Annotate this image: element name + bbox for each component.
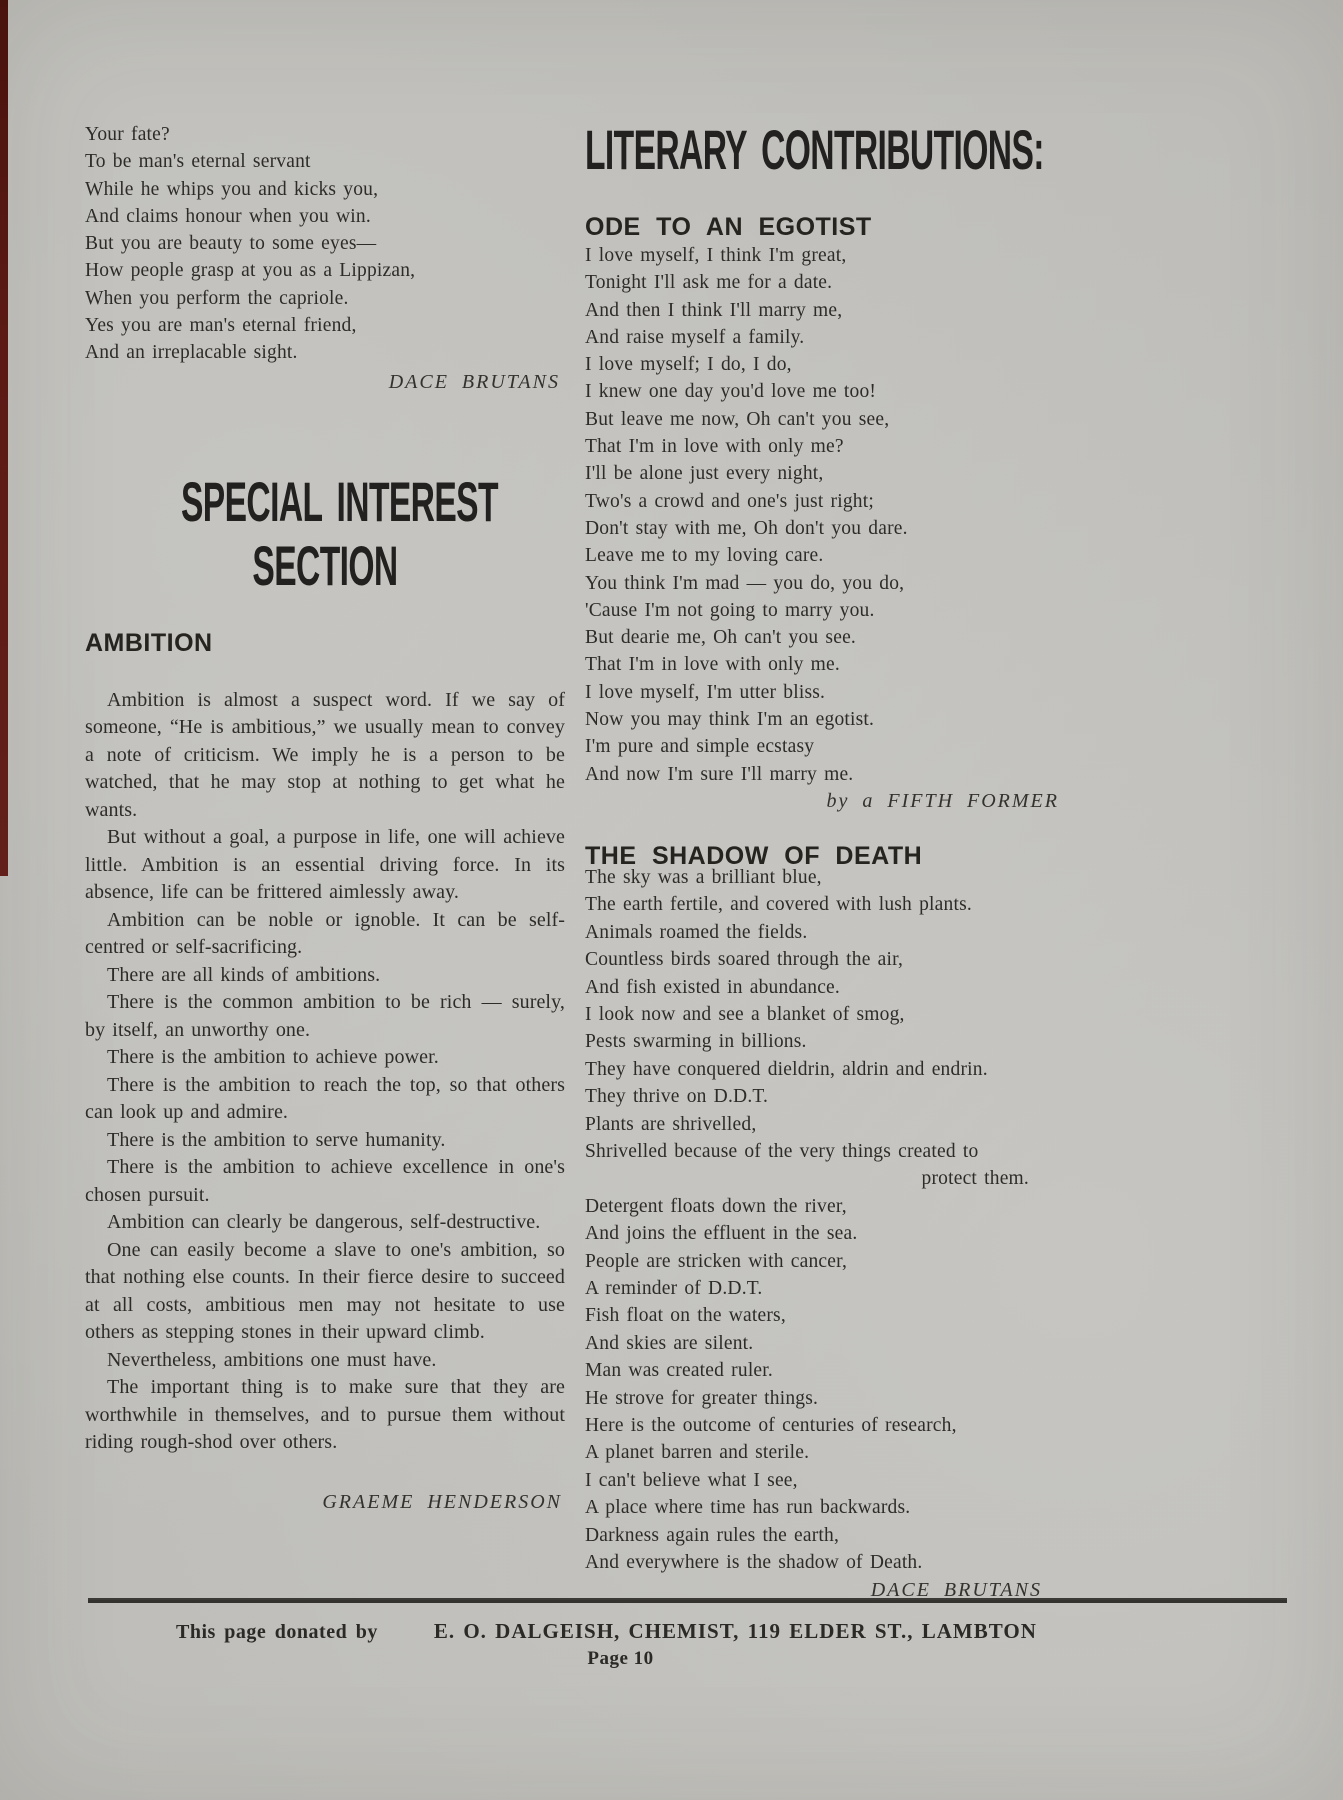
poem-line: Two's a crowd and one's just right; [585, 490, 874, 512]
binding-edge-strip [0, 0, 8, 876]
article-paragraph: Ambition is almost a suspect word. If we say of someone, “He is ambitious,” we usually mean to convey a note of criticism. We imply he is a person to be watched, that he may stop at nothing to get what he wants. [85, 688, 565, 821]
article-paragraph: There is the ambition to serve humanity. [107, 1128, 446, 1151]
poem-line: I can't believe what I see, [585, 1469, 798, 1491]
poem-line: I knew one day you'd love me too! [585, 381, 877, 403]
ode-byline: by a FIFTH FORMER [826, 789, 1059, 812]
ambition-article [85, 687, 565, 1457]
poem-line: Fish float on the waters, [585, 1305, 786, 1327]
poem-line: Tonight I'll ask me for a date. [585, 272, 833, 294]
literary-contributions-heading: LITERARY CONTRIBUTIONS: [585, 118, 1044, 181]
poem-line: But leave me now, Oh can't you see, [585, 408, 890, 430]
poem-line: A place where time has run backwards. [585, 1497, 911, 1519]
poem-line: Animals roamed the fields. [585, 921, 808, 943]
poem-line: Leave me to my loving care. [585, 545, 824, 567]
poem-line: How people grasp at you as a Lippizan, [85, 260, 416, 282]
opening-poem-byline: DACE BRUTANS [388, 370, 560, 393]
poem-line: And then I think I'll marry me, [585, 299, 843, 321]
ambition-heading: AMBITION [85, 628, 213, 657]
shadow-of-death-poem [585, 864, 1117, 1577]
poem-line: Countless birds soared through the air, [585, 949, 904, 971]
poem-line: Shrivelled because of the very things created to [585, 1141, 979, 1162]
poem-line: When you perform the capriole. [85, 287, 349, 309]
poem-line: Yes you are man's eternal friend, [85, 315, 357, 337]
poem-line: While he whips you and kicks you, [85, 178, 379, 200]
poem-line: I'll be alone just every night, [585, 463, 824, 485]
poem-line: And everywhere is the shadow of Death. [585, 1552, 923, 1574]
poem-line: Detergent floats down the river, [585, 1195, 847, 1217]
poem-line: That I'm in love with only me. [585, 654, 840, 676]
poem-line: But dearie me, Oh can't you see. [585, 627, 856, 649]
poem-line: The sky was a brilliant blue, [585, 866, 822, 888]
poem-line: And claims honour when you win. [85, 205, 371, 227]
ambition-byline: GRAEME HENDERSON [322, 1490, 562, 1513]
poem-line: I'm pure and simple ecstasy [585, 736, 815, 758]
poem-line: Now you may think I'm an egotist. [585, 709, 875, 731]
right-column [585, 120, 1117, 1602]
shadow-of-death-heading: THE SHADOW OF DEATH [585, 841, 923, 870]
poem-line: And fish existed in abundance. [585, 976, 840, 998]
poem-line: Plants are shrivelled, [585, 1113, 757, 1135]
poem-line: And skies are silent. [585, 1332, 754, 1354]
article-paragraph: One can easily become a slave to one's ambition, so that nothing else counts. In their fierce desire to succeed at all costs, ambitious men may not hesitate to use others as stepping stones in their upward climb. [85, 1238, 565, 1344]
article-paragraph: There is the ambition to achieve excellence in one's chosen pursuit. [85, 1156, 565, 1206]
article-paragraph: Ambition can clearly be dangerous, self-destructive. [107, 1211, 541, 1234]
special-interest-section-heading [85, 470, 565, 598]
poem-line: A reminder of D.D.T. [585, 1278, 763, 1300]
poem-line: Pests swarming in billions. [585, 1031, 807, 1053]
special-interest-heading-line2: SECTION [252, 533, 398, 597]
poem-line: Don't stay with me, Oh don't you dare. [585, 517, 908, 539]
footer-divider-rule [88, 1598, 1287, 1603]
poem-line: That I'm in love with only me? [585, 436, 844, 458]
ode-to-an-egotist-heading: ODE TO AN EGOTIST [585, 213, 872, 241]
shadow-byline: DACE BRUTANS [870, 1578, 1042, 1601]
article-paragraph: The important thing is to make sure that they are worthwhile in themselves, and to pursue them without riding rough-shod over others. [85, 1376, 565, 1454]
poem-line: And raise myself a family. [585, 326, 805, 348]
poem-line: 'Cause I'm not going to marry you. [585, 599, 875, 621]
poem-line: protect them. [921, 1168, 1029, 1190]
poem-line: He strove for greater things. [585, 1387, 819, 1409]
donation-line [88, 1619, 1287, 1644]
article-paragraph: There is the common ambition to be rich — surely, by itself, an unworthy one. [85, 991, 565, 1041]
article-paragraph: There is the ambition to reach the top, so that others can look up and admire. [85, 1073, 565, 1124]
poem-line: I love myself, I think I'm great, [585, 245, 847, 266]
donated-by-label: This page donated by [176, 1621, 378, 1643]
poem-line: The earth fertile, and covered with lush plants. [585, 894, 972, 916]
page-footer [88, 1598, 1287, 1670]
poem-line: I love myself; I do, I do, [585, 354, 792, 376]
opening-poem [85, 121, 565, 367]
article-paragraph: There are all kinds of ambitions. [107, 963, 381, 986]
poem-line: They thrive on D.D.T. [585, 1086, 769, 1108]
poem-line: I look now and see a blanket of smog, [585, 1003, 905, 1025]
poem-line: Here is the outcome of centuries of research, [585, 1415, 957, 1437]
poem-line: And joins the effluent in the sea. [585, 1223, 858, 1245]
poem-line: Darkness again rules the earth, [585, 1524, 840, 1546]
ode-to-an-egotist-poem [585, 242, 1117, 788]
special-interest-heading-line1: SPECIAL INTEREST [181, 469, 498, 533]
poem-line: You think I'm mad — you do, you do, [585, 572, 905, 594]
poem-line: Your fate? [85, 124, 170, 145]
article-paragraph: Nevertheless, ambitions one must have. [107, 1348, 437, 1371]
page-number: Page 10 [587, 1648, 654, 1669]
article-paragraph: There is the ambition to achieve power. [107, 1046, 439, 1069]
poem-line: To be man's eternal servant [85, 151, 311, 173]
poem-line: But you are beauty to some eyes— [85, 233, 377, 255]
left-column [85, 121, 565, 1514]
article-paragraph: But without a goal, a purpose in life, one will achieve little. Ambition is an essential driving force. In its absence, life can be frittered aimlessly away. [85, 826, 565, 904]
donor-name: E. O. DALGEISH, CHEMIST, 119 ELDER ST., LAMBTON [433, 1619, 1037, 1643]
poem-line: A planet barren and sterile. [585, 1442, 810, 1464]
poem-line: Man was created ruler. [585, 1360, 773, 1382]
poem-line: I love myself, I'm utter bliss. [585, 681, 826, 703]
article-paragraph: Ambition can be noble or ignoble. It can be self-centred or self-sacrificing. [85, 908, 565, 959]
poem-line: They have conquered dieldrin, aldrin and endrin. [585, 1058, 988, 1080]
poem-line: And an irreplacable sight. [85, 342, 298, 364]
poem-line: People are stricken with cancer, [585, 1250, 848, 1272]
poem-line: And now I'm sure I'll marry me. [585, 763, 854, 785]
